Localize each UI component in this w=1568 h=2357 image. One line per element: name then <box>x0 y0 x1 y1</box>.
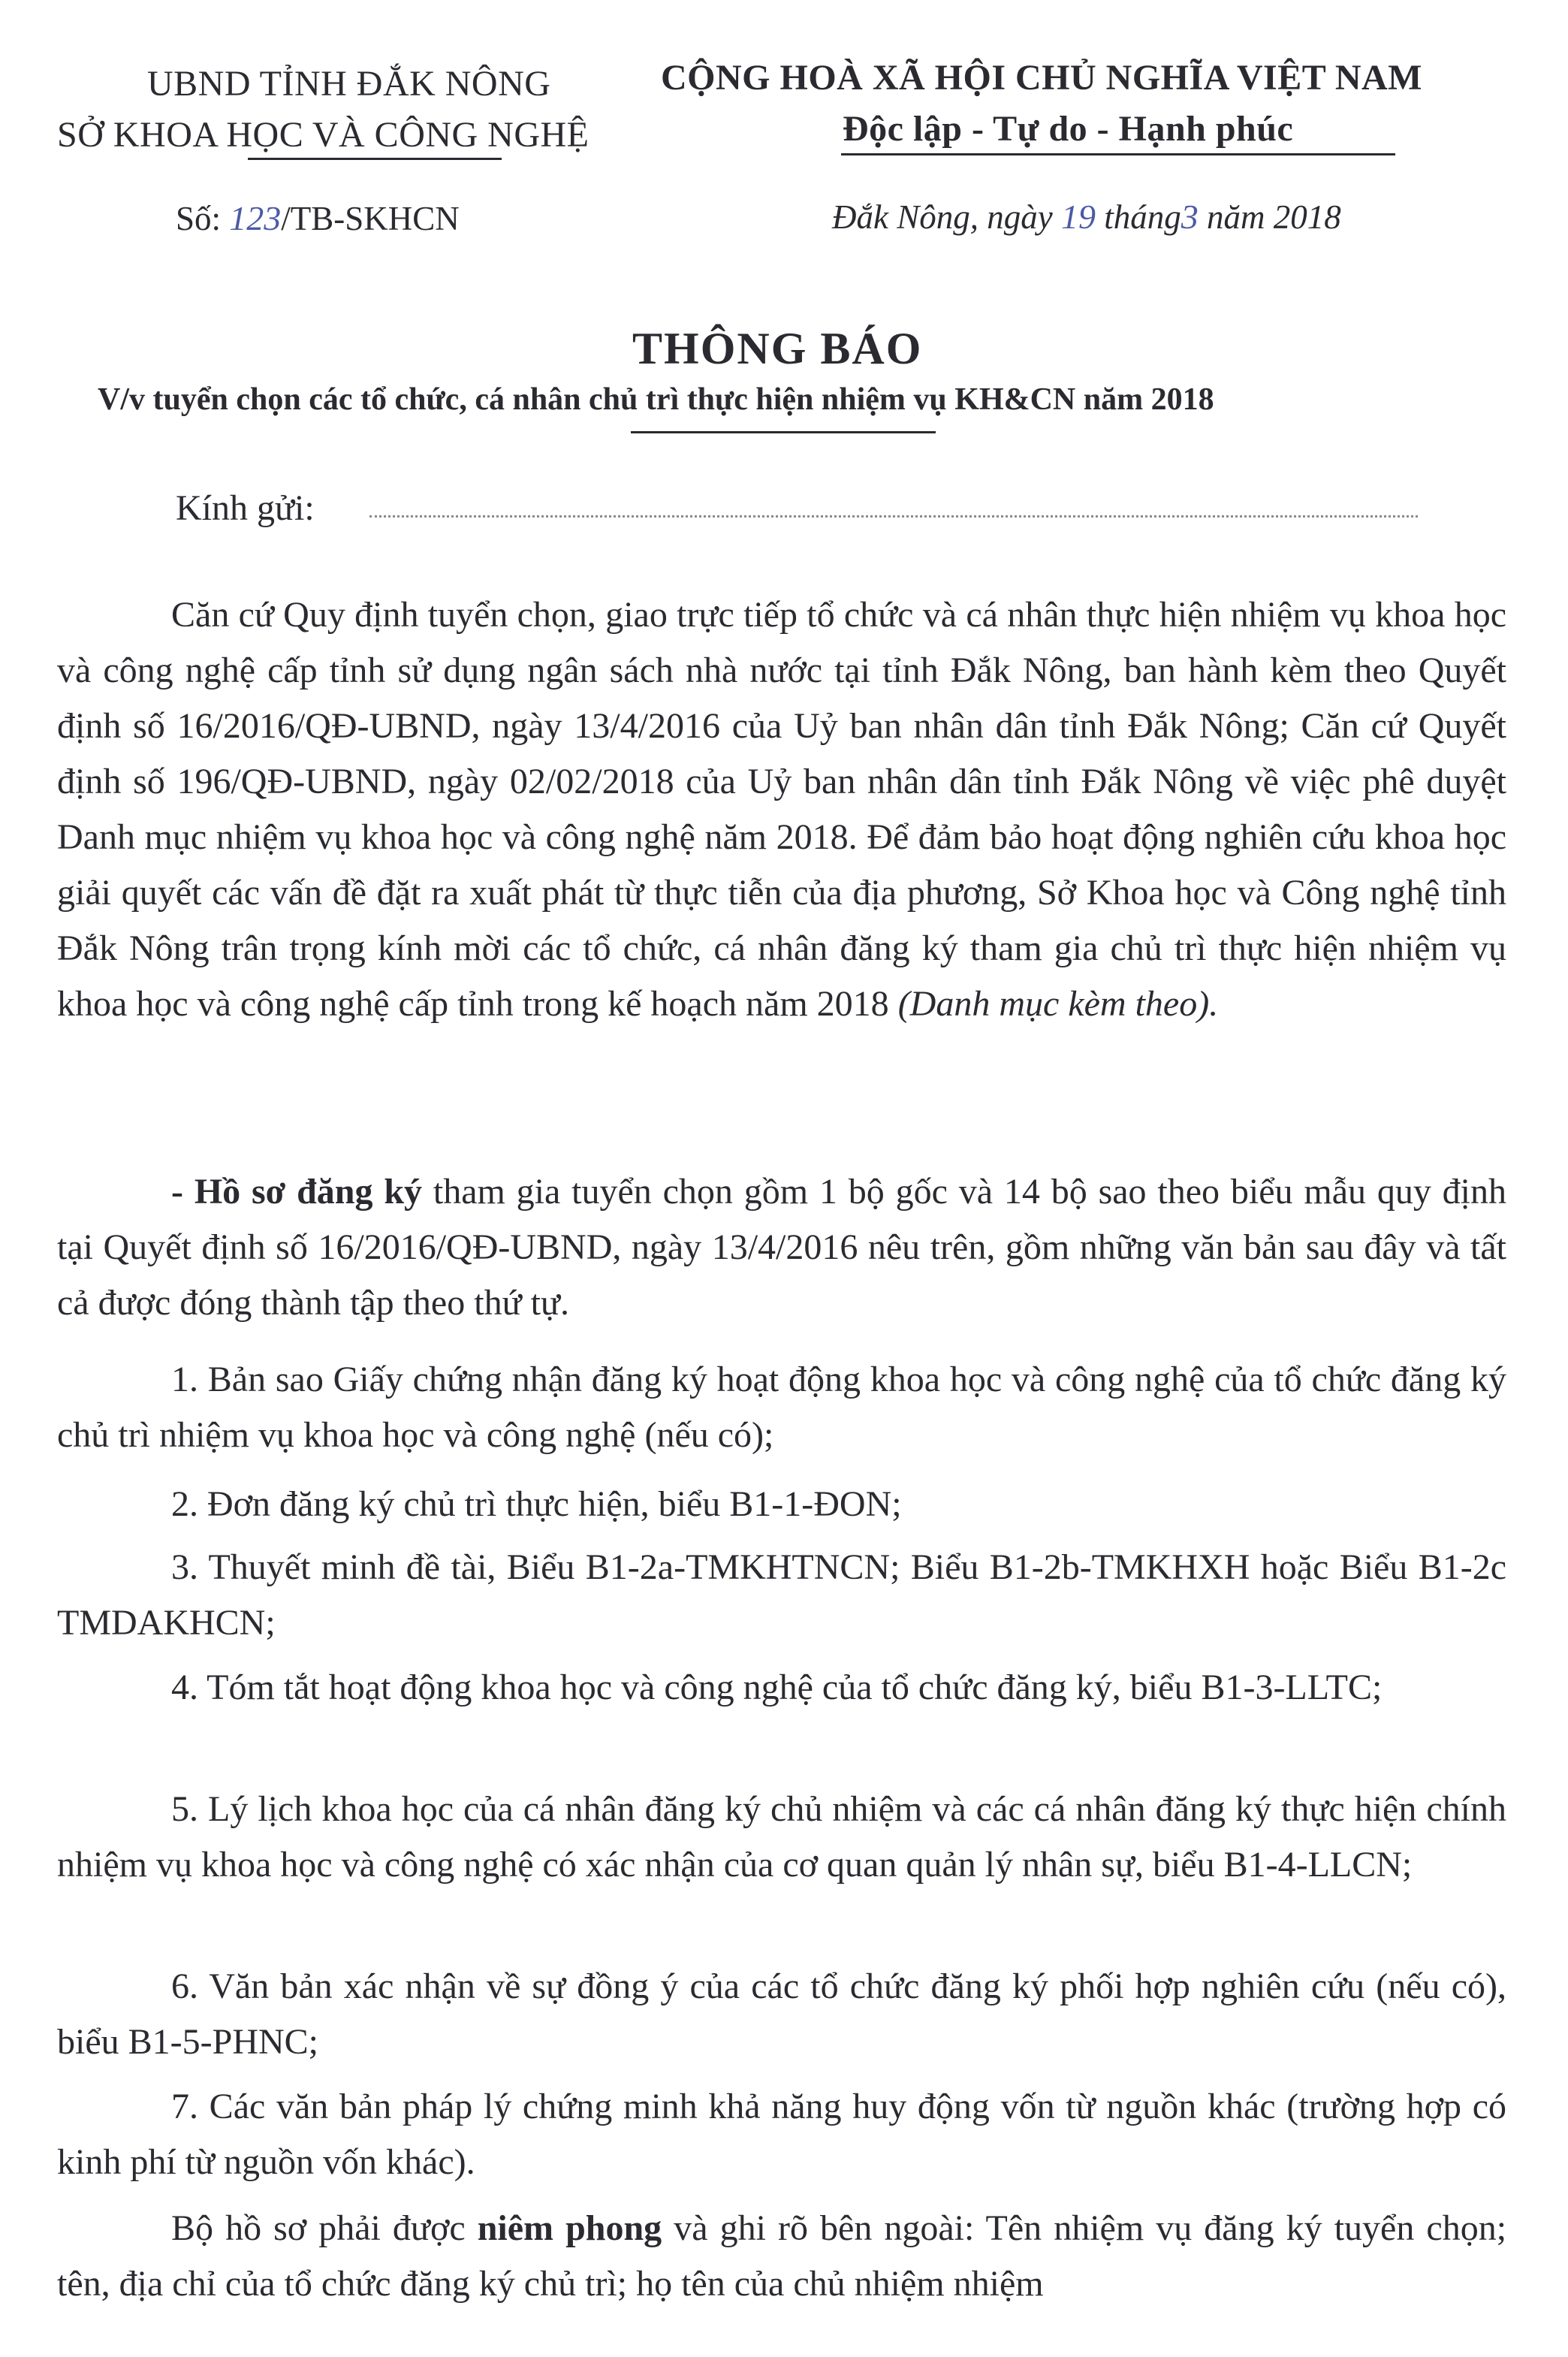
intro-italic: (Danh mục kèm theo). <box>897 984 1219 1024</box>
seal-text-1: Bộ hồ sơ phải được <box>171 2208 466 2248</box>
intro-paragraph <box>57 587 1506 1032</box>
month-handwritten: 3 <box>1181 198 1199 236</box>
place-date-text-2: tháng <box>1104 198 1181 236</box>
motto-underline <box>841 153 1395 155</box>
subtitle-underline <box>631 431 936 433</box>
dossier-heading: - Hồ sơ đăng ký <box>171 1172 423 1212</box>
department-name: SỞ KHOA HỌC VÀ CÔNG NGHỆ <box>57 115 590 155</box>
intro-text: Căn cứ Quy định tuyển chọn, giao trực tiếp tổ chức và cá nhân thực hiện nhiệm vụ khoa học và công nghệ cấp tỉnh sử dụng ngân sách nhà nước tại tỉnh Đắk Nông, ban hành kèm theo Quyết định số 16/2016/QĐ-UBND, ngày 13/4/2016 của Uỷ ban nhân dân tỉnh Đắk Nông; Căn cứ Quyết định số 196/QĐ-UBND, ngày 02/02/2018 của Uỷ ban nhân dân tỉnh Đắk Nông về việc phê duyệt Danh mục nhiệm vụ khoa học và công nghệ năm 2018. Để đảm bảo hoạt động nghiên cứu khoa học giải quyết các vấn đề đặt ra xuất phát từ thực tiễn của địa phương, Sở Khoa học và Công nghệ tỉnh Đắk Nông trân trọng kính mời các tổ chức, cá nhân đăng ký tham gia chủ trì thực hiện nhiệm vụ khoa học và công nghệ cấp tỉnh trong kế hoạch năm 2018 <box>57 595 1506 1024</box>
list-item-2: 2. Đơn đăng ký chủ trì thực hiện, biểu B1-1-ĐON; <box>171 1484 902 1524</box>
seal-bold: niêm phong <box>477 2208 662 2248</box>
list-item-5: 5. Lý lịch khoa học của cá nhân đăng ký chủ nhiệm và các cá nhân đăng ký thực hiện chính nhiệm vụ khoa học và công nghệ có xác nhận của cơ quan quản lý nhân sự, biểu B1-4-LLCN; <box>57 1789 1506 1885</box>
document-number <box>176 198 460 238</box>
country-name: CỘNG HOÀ XÃ HỘI CHỦ NGHĨA VIỆT NAM <box>661 58 1422 98</box>
document-subtitle: V/v tuyển chọn các tổ chức, cá nhân chủ trì thực hiện nhiệm vụ KH&CN năm 2018 <box>98 382 1214 417</box>
dossier-paragraph <box>57 1164 1506 1331</box>
document-title: THÔNG BÁO <box>632 324 923 373</box>
agency-name: UBND TỈNH ĐẮK NÔNG <box>147 64 551 104</box>
number-prefix: Số: <box>176 200 222 237</box>
recipient-label: Kính gửi: <box>176 488 315 528</box>
dossier-text: tham gia tuyển chọn gồm 1 bộ gốc và 14 bộ sao theo biểu mẫu quy định tại Quyết định số 16/2016/QĐ-UBND, ngày 13/4/2016 nêu trên, gồm những văn bản sau đây và tất cả được đóng thành tập theo thứ tự. <box>57 1172 1507 1323</box>
place-date <box>832 197 1341 237</box>
list-item-3: 3. Thuyết minh đề tài, Biểu B1-2a-TMKHTNCN; Biểu B1-2b-TMKHXH hoặc Biểu B1-2c TMDAKHCN; <box>57 1547 1506 1643</box>
place-date-text-3: năm 2018 <box>1206 198 1341 236</box>
recipient-dotted-line <box>369 514 1418 518</box>
number-handwritten: 123 <box>229 199 282 237</box>
national-motto: Độc lập - Tự do - Hạnh phúc <box>843 109 1294 149</box>
list-item-1: 1. Bản sao Giấy chứng nhận đăng ký hoạt động khoa học và công nghệ của tổ chức đăng ký chủ trì nhiệm vụ khoa học và công nghệ (nếu có); <box>57 1360 1506 1455</box>
list-item-6: 6. Văn bản xác nhận về sự đồng ý của các tổ chức đăng ký phối hợp nghiên cứu (nếu có), biểu B1-5-PHNC; <box>57 1966 1506 2062</box>
day-handwritten: 19 <box>1060 198 1096 236</box>
number-suffix: /TB-SKHCN <box>281 200 460 237</box>
department-underline <box>248 158 502 160</box>
list-item-7: 7. Các văn bản pháp lý chứng minh khả năng huy động vốn từ nguồn khác (trường hợp có kinh phí từ nguồn vốn khác). <box>57 2087 1506 2182</box>
place-date-text-1: Đắk Nông, ngày <box>832 198 1053 236</box>
list-item-4: 4. Tóm tắt hoạt động khoa học và công nghệ của tổ chức đăng ký, biểu B1-3-LLTC; <box>171 1667 1383 1707</box>
seal-text-2: và ghi rõ bên ngoài: Tên nhiệm vụ đăng ký tuyển chọn; tên, địa chỉ của tổ chức đăng ký chủ trì; họ tên của chủ nhiệm nhiệm <box>57 2208 1507 2304</box>
seal-paragraph <box>57 2201 1506 2312</box>
